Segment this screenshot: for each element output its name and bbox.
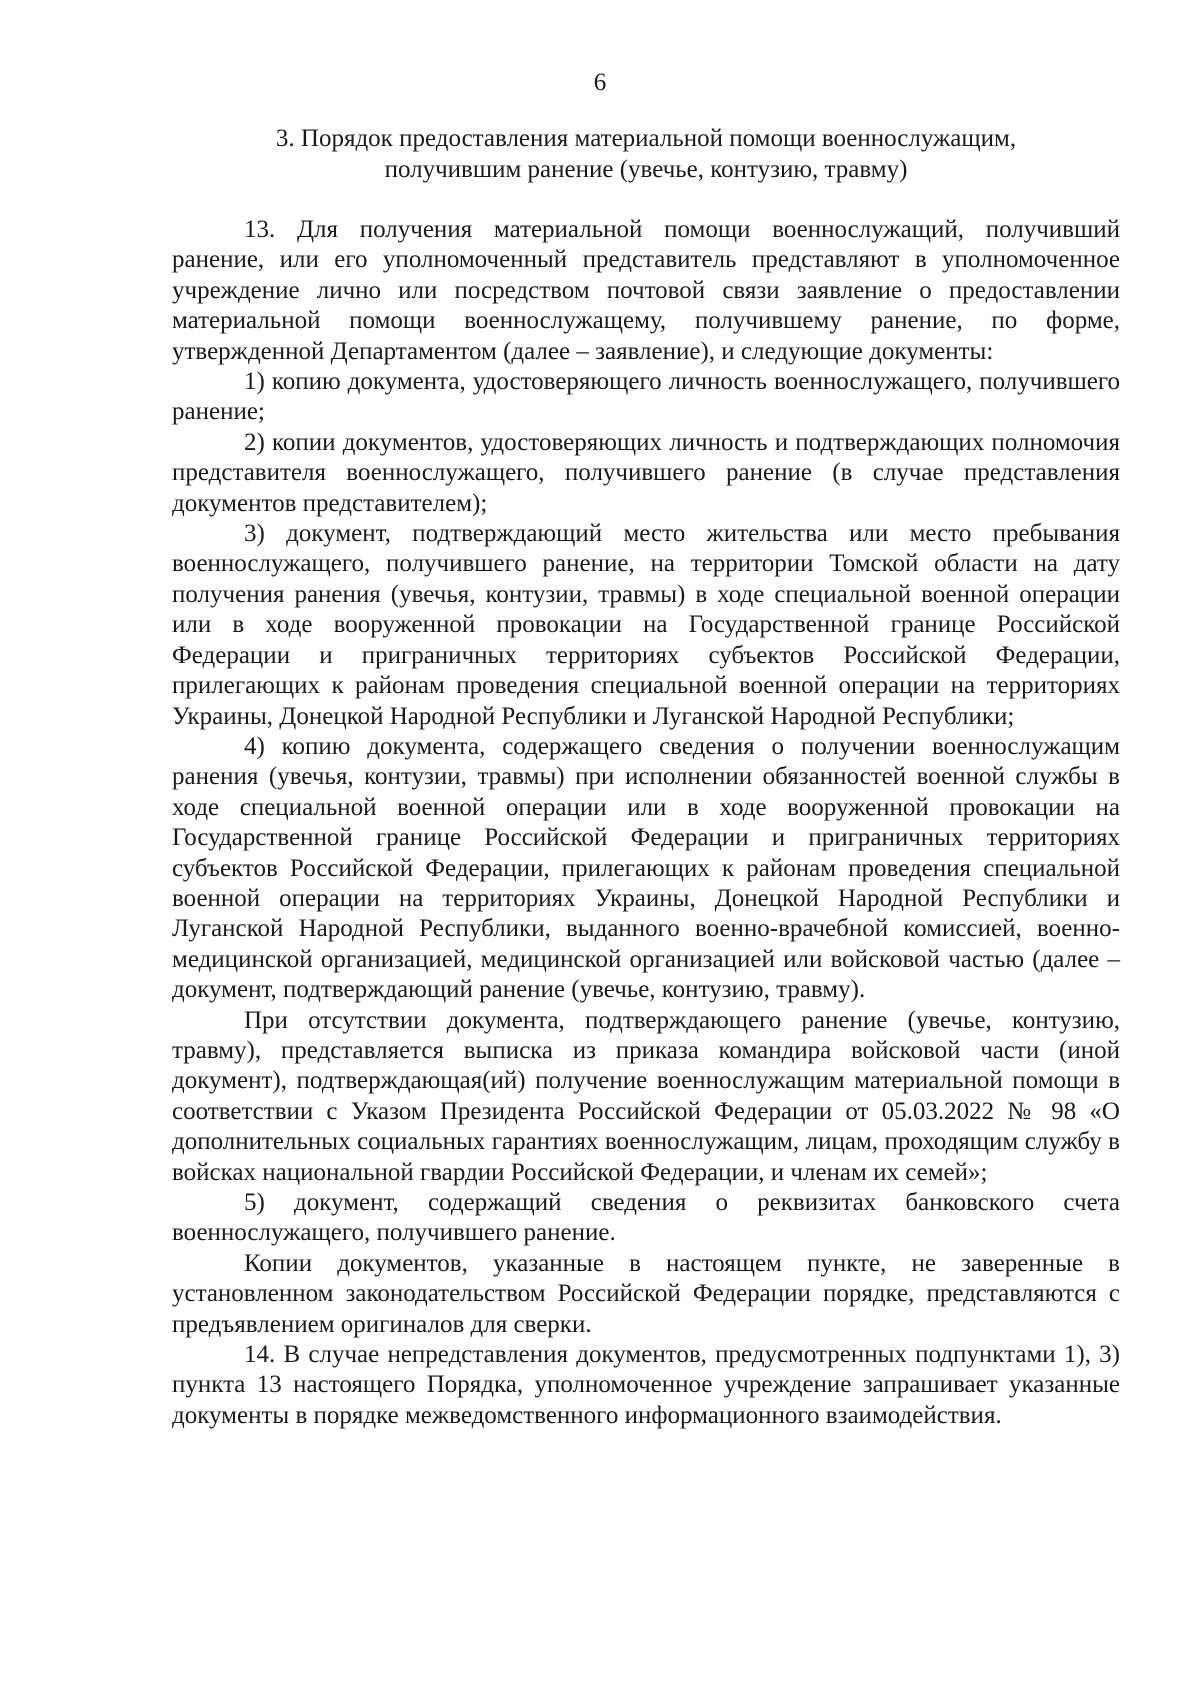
paragraph-copies: Копии документов, указанные в настоящем пункте, не заверенные в установленном законодательством Российской Федерации порядке, представляются с предъявлением оригиналов для сверки. [172, 1249, 1120, 1338]
section-title-line-2: получившим ранение (увечье, контузию, травму) [384, 156, 908, 183]
list-item-5: 5) документ, содержащий сведения о реквизитах банковского счета военнослужащего, получившего ранение. [172, 1189, 1120, 1247]
paragraph-14: 14. В случае непредставления документов, предусмотренных подпунктами 1), 3) пункта 13 настоящего Порядка, уполномоченное учреждение запрашивает указанные документы в порядке межведомственного информационного взаимодействия. [172, 1341, 1120, 1429]
paragraph-absence-of-document: При отсутствии документа, подтверждающего ранение (увечье, контузию, травму), представляется выписка из приказа командира войсковой части (иной документ), подтверждающая(ий) получение военнослужащим материальной помощи в соответствии с Указом Президента Российской Федерации от 05.03.2022 № 98 «О дополнительных социальных гарантиях военнослужащим, лицам, проходящим службу в войсках национальной гвардии Российской Федерации, и членам их семей»; [172, 1006, 1120, 1186]
section-title-line-1: 3. Порядок предоставления материальной помощи военнослужащим, [275, 125, 1017, 152]
list-item-3: 3) документ, подтверждающий место жительства или место пребывания военнослужащего, получившего ранение, на территории Томской области на дату получения ранения (увечья, контузии, травмы) в ходе специальной военной операции или в ходе вооруженной провокации на Государственной границе Российской Федерации и приграничных территориях субъектов Российской Федерации, прилегающих к районам проведения специальной военной операции на территориях Украины, Донецкой Народной Республики и Луганской Народной Республики; [172, 520, 1120, 730]
section-title [172, 123, 1120, 185]
page-number: 6 [593, 69, 607, 96]
paragraph-13-intro: 13. Для получения материальной помощи военнослужащий, получивший ранение, или его уполномоченный представитель представляют в уполномоченное учреждение лично или посредством почтовой связи заявление о предоставлении материальной помощи военнослужащему, получившему ранение, по форме, утвержденной Департаментом (далее – заявление), и следующие документы: [172, 216, 1120, 365]
list-item-4: 4) копию документа, содержащего сведения о получении военнослужащим ранения (увечья, контузии, травмы) при исполнении обязанностей военной службы в ходе специальной военной операции или в ходе вооруженной провокации на Государственной границе Российской Федерации и приграничных территориях субъектов Российской Федерации, прилегающих к районам проведения специальной военной операции на территориях Украины, Донецкой Народной Республики и Луганской Народной Республики, выданного военно-врачебной комиссией, военно-медицинской организацией, медицинской организацией или войсковой частью (далее – документ, подтверждающий ранение (увечье, контузию, травму). [172, 732, 1120, 1004]
list-item-2: 2) копии документов, удостоверяющих личность и подтверждающих полномочия представителя военнослужащего, получившего ранение (в случае представления документов представителем); [172, 428, 1120, 517]
document-body [172, 215, 1120, 1431]
list-item-1: 1) копию документа, удостоверяющего личность военнослужащего, получившего ранение; [172, 368, 1120, 426]
